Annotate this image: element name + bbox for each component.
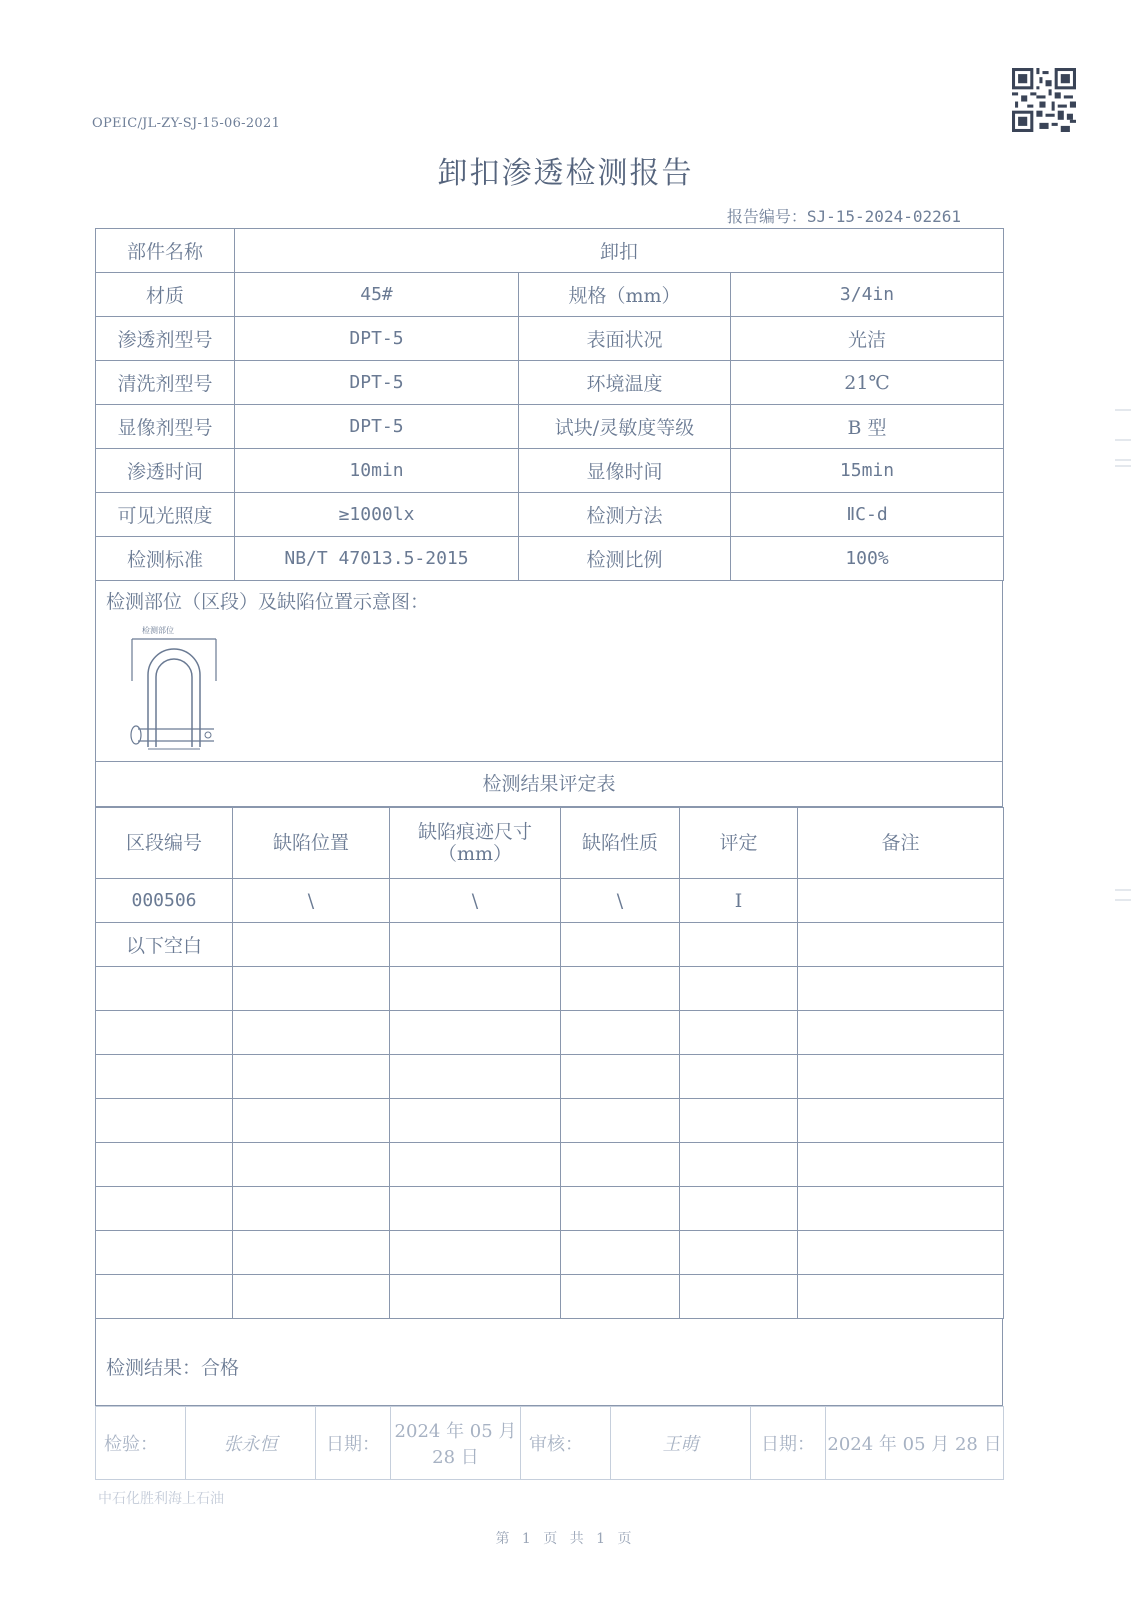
part-name-value: 卸扣 (235, 229, 1004, 273)
table-row (96, 1187, 1004, 1231)
header-defect-size-line2: （mm） (437, 843, 513, 865)
table-row (96, 1055, 1004, 1099)
spec-value: 3/4in (731, 273, 1004, 317)
info-row (96, 405, 1004, 449)
report-frame (95, 228, 1003, 1480)
info-row (96, 229, 1004, 273)
report-number (727, 204, 961, 227)
reviewer-signature: 王萌 (611, 1407, 751, 1480)
header-defect-size-line1: 缺陷痕迹尺寸 (417, 821, 532, 843)
standard-label: 检测标准 (96, 537, 235, 581)
ratio-label: 检测比例 (519, 537, 731, 581)
page-footer: 第 1 页 共 1 页 (495, 1531, 636, 1547)
info-table (95, 228, 1004, 581)
defect-nature-cell: \ (561, 879, 680, 923)
document-code: OPEIC/JL-ZY-SJ-15-06-2021 (92, 116, 281, 131)
table-row (96, 1011, 1004, 1055)
report-title: 卸扣渗透检测报告 (437, 156, 694, 191)
info-row (96, 273, 1004, 317)
review-date-label: 日期： (751, 1407, 826, 1480)
table-row (96, 1099, 1004, 1143)
blank-below-cell: 以下空白 (96, 923, 233, 967)
info-row (96, 449, 1004, 493)
sketch-label: 检测部位（区段）及缺陷位置示意图： (106, 591, 430, 613)
table-row (96, 967, 1004, 1011)
sketch-caption: 检测部位 (142, 626, 174, 635)
inspector-signature: 张永恒 (186, 1407, 316, 1480)
part-name-label: 部件名称 (96, 229, 235, 273)
header-defect-nature: 缺陷性质 (561, 808, 680, 879)
report-number-label: 报告编号： (726, 207, 807, 226)
conclusion-label: 检测结果： (106, 1357, 202, 1379)
header-rating: 评定 (680, 808, 798, 879)
header-section-no: 区段编号 (96, 808, 233, 879)
qr-code-icon (1012, 68, 1076, 132)
inspect-date-label: 日期： (316, 1407, 391, 1480)
header-remarks: 备注 (798, 808, 1004, 879)
report-number-value: SJ-15-2024-02261 (806, 207, 961, 226)
temperature-label: 环境温度 (519, 361, 731, 405)
cleaner-label: 清洗剂型号 (96, 361, 235, 405)
results-table (95, 807, 1004, 1319)
penetrant-label: 渗透剂型号 (96, 317, 235, 361)
spec-label: 规格（mm） (519, 273, 731, 317)
results-header-row (96, 808, 1004, 879)
penetrant-value: DPT-5 (235, 317, 519, 361)
info-row (96, 537, 1004, 581)
review-label: 审核： (521, 1407, 611, 1480)
conclusion-area (95, 1319, 1003, 1406)
inspect-label: 检验： (96, 1407, 186, 1480)
illuminance-value: ≥1000lx (235, 493, 519, 537)
developer-label: 显像剂型号 (96, 405, 235, 449)
illuminance-label: 可见光照度 (96, 493, 235, 537)
rating-cell: Ⅰ (680, 879, 798, 923)
table-row (96, 1275, 1004, 1319)
standard-value: NB/T 47013.5-2015 (235, 537, 519, 581)
shackle-sketch (124, 619, 244, 759)
surface-label: 表面状况 (519, 317, 731, 361)
info-row (96, 361, 1004, 405)
table-row (96, 923, 1004, 967)
signature-table (95, 1406, 1004, 1480)
development-time-label: 显像时间 (519, 449, 731, 493)
conclusion-text (106, 1353, 239, 1380)
table-row (96, 1231, 1004, 1275)
development-time-value: 15min (731, 449, 1004, 493)
penetration-time-label: 渗透时间 (96, 449, 235, 493)
header-defect-size (390, 808, 561, 879)
signature-row (96, 1407, 1004, 1480)
info-row (96, 317, 1004, 361)
temperature-value: 21℃ (731, 361, 1004, 405)
table-row (96, 1143, 1004, 1187)
surface-value: 光洁 (731, 317, 1004, 361)
test-block-label: 试块/灵敏度等级 (519, 405, 731, 449)
test-block-value: B 型 (731, 405, 1004, 449)
method-value: ⅡC-d (731, 493, 1004, 537)
inspect-date: 2024 年 05 月 28 日 (391, 1407, 521, 1480)
stamp-text: 中石化胜利海上石油 (98, 1491, 224, 1507)
defect-size-cell: \ (390, 879, 561, 923)
info-row (96, 493, 1004, 537)
section-no-cell: 000506 (96, 879, 233, 923)
material-value: 45# (235, 273, 519, 317)
review-date: 2024 年 05 月 28 日 (826, 1407, 1004, 1480)
conclusion-value: 合格 (201, 1357, 240, 1379)
penetration-time-value: 10min (235, 449, 519, 493)
material-label: 材质 (96, 273, 235, 317)
developer-value: DPT-5 (235, 405, 519, 449)
header-defect-location: 缺陷位置 (233, 808, 390, 879)
ratio-value: 100% (731, 537, 1004, 581)
method-label: 检测方法 (519, 493, 731, 537)
results-title: 检测结果评定表 (95, 762, 1003, 807)
scan-edge-marks (1115, 400, 1131, 920)
remarks-cell (798, 879, 1004, 923)
table-row (96, 879, 1004, 923)
defect-location-cell: \ (233, 879, 390, 923)
cleaner-value: DPT-5 (235, 361, 519, 405)
sketch-area (95, 581, 1003, 762)
